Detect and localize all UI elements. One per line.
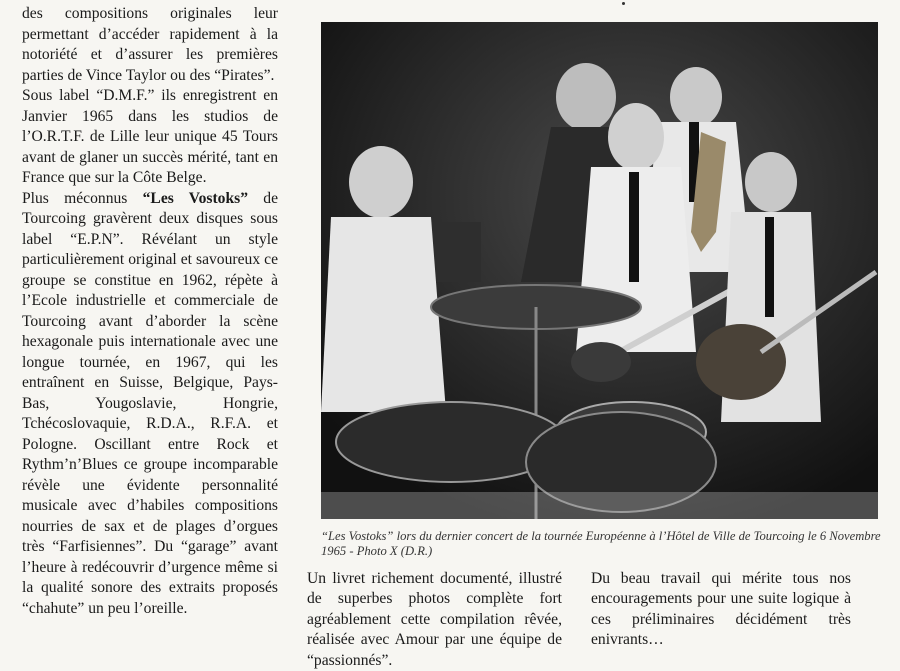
middle-text-column — [307, 569, 562, 671]
paragraph-3-rest: de Tourcoing gravèrent deux disques sous label “E.P.N”. Révélant un style particulièrement original et savoureux ce groupe se constitue en 1962, répète à l’Ecole industrielle et commerciale de Tourcoing avant d’aborder la scène hexagonale puis internationale avec une longue tournée, en 1967, qui les entraînent en Suisse, Belgique, Pays-Bas, Yougoslavie, Hongrie, Tchécoslovaquie, R.D.A., R.F.A. et Pologne. Oscillant entre Rock et Rythm’n’Blues ce groupe incomparable révèle une évidente personnalité musicale avec d’habiles compositions nourries de sax et de plages d’orgues très “Farfisiennes”. Du “garage” avant l’heure à redécouvrir d’urgence même si la qualité sonore des extraits proposés “chahute” un peu l’oreille. — [22, 189, 278, 617]
paragraph-3-start: Plus méconnus — [22, 189, 143, 207]
band-photo-illustration — [321, 22, 878, 519]
middle-paragraph: Un livret richement documenté, illustré de superbes photos complète fort agréablement cette compilation rêvée, réalisée avec Amour par une équipe de “passionnés”. — [307, 570, 562, 669]
right-paragraph: Du beau travail qui mérite tous nos encouragements pour une suite logique à ces préliminaires décidément très enivrants… — [591, 570, 851, 649]
left-text-column — [22, 4, 278, 619]
paragraph-2: Sous label “D.M.F.” ils enregistrent en Janvier 1965 dans les studios de l’O.R.T.F. de Lille leur unique 45 Tours avant de glaner un succès mérité, tant en France que sur la Côte Belge. — [22, 87, 278, 186]
paragraph-3 — [22, 189, 278, 620]
speck — [622, 2, 625, 5]
paragraph-1: des compositions originales leur permettant d’accéder rapidement à la notoriété et d’assurer les premières parties de Vince Taylor ou des “Pirates”. — [22, 5, 278, 84]
caption-text: “Les Vostoks” lors du dernier concert de la tournée Européenne à l’Hôtel de Ville de Tourcoing le 6 Novembre 1965 - — [321, 529, 881, 558]
right-text-column — [591, 569, 851, 651]
photo-caption — [321, 529, 881, 559]
band-photo — [321, 22, 878, 519]
caption-credit: Photo X (D.R.) — [356, 544, 433, 558]
band-name-bold: “Les Vostoks” — [142, 189, 249, 207]
